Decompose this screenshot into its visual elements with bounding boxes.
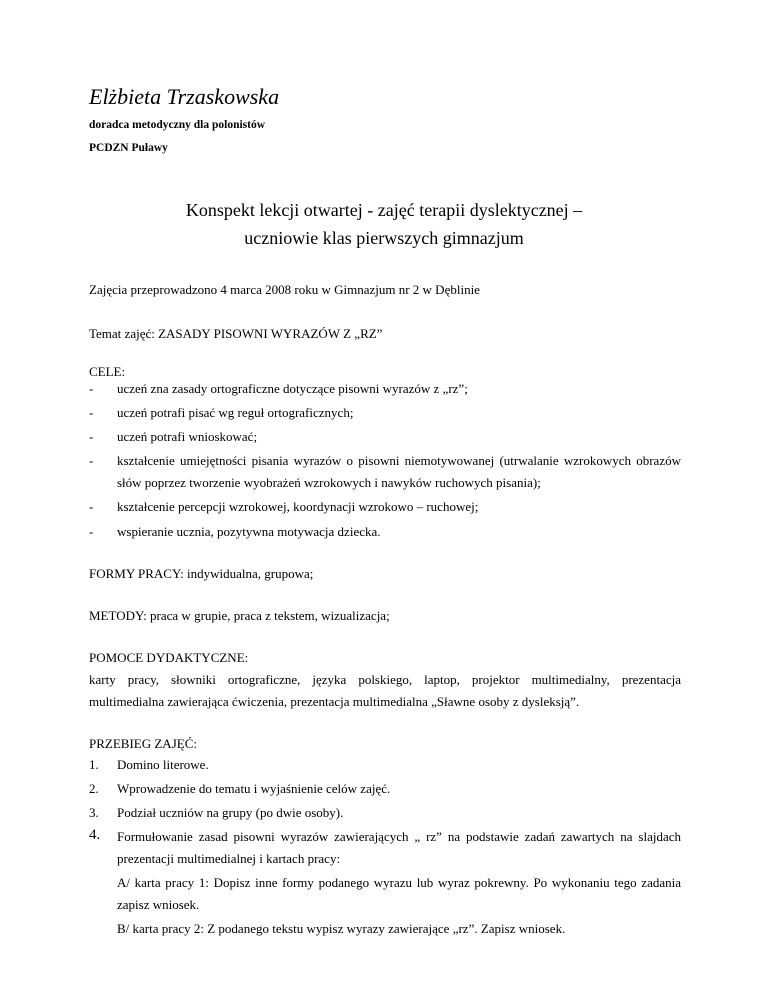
- bullet-dash: -: [89, 381, 94, 396]
- list-number: 4.: [89, 827, 101, 843]
- goal-item: uczeń potrafi pisać wg reguł ortograficznych;: [117, 405, 354, 420]
- goal-item: kształcenie umiejętności pisania wyrazów o pisowni niemotywowanej (utrwalanie wzrokowych obrazów: [117, 453, 681, 468]
- goal-item: uczeń potrafi wnioskować;: [117, 429, 258, 444]
- goals-heading: CELE:: [89, 364, 126, 379]
- author-role: doradca metodyczny dla polonistów: [89, 119, 266, 131]
- course-item: Domino literowe.: [117, 757, 209, 772]
- document-title-line-2: uczniowie klas pierwszych gimnazjum: [244, 228, 524, 248]
- sub-item-a: A/ karta pracy 1: Dopisz inne formy podanego wyrazu lub wyraz pokrewny. Po wykonaniu tego zadania: [117, 875, 681, 890]
- lesson-info: Zajęcia przeprowadzono 4 marca 2008 roku w Gimnazjum nr 2 w Dęblinie: [89, 282, 480, 297]
- lesson-topic: Temat zajęć: ZASADY PISOWNI WYRAZÓW Z „RZ”: [89, 326, 383, 341]
- goal-item-continuation: słów poprzez tworzenie wyobrażeń wzrokowych i nawyków ruchowych pisania);: [117, 475, 541, 490]
- course-heading: PRZEBIEG ZAJĘĆ:: [89, 736, 197, 751]
- sub-item-a-continuation: zapisz wniosek.: [117, 897, 200, 912]
- sub-item-b: B/ karta pracy 2: Z podanego tekstu wypisz wyrazy zawierające „rz”. Zapisz wniosek.: [117, 921, 566, 936]
- aids-text-line-2: multimedialna zawierająca ćwiczenia, prezentacja multimedialna „Sławne osoby z dysleksją”.: [89, 694, 580, 709]
- bullet-dash: -: [89, 524, 94, 539]
- course-item: Formułowanie zasad pisowni wyrazów zawierających „ rz” na podstawie zadań zawartych na slajdach: [117, 829, 681, 844]
- course-item: Wprowadzenie do tematu i wyjaśnienie celów zajęć.: [117, 781, 391, 796]
- list-number: 2.: [89, 781, 99, 796]
- document-title-line-1: Konspekt lekcji otwartej - zajęć terapii dyslektycznej –: [185, 200, 583, 220]
- goal-item: uczeń zna zasady ortograficzne dotyczące pisowni wyrazów z „rz”;: [117, 381, 468, 396]
- course-item-continuation: prezentacji multimedialnej i kartach pracy:: [117, 851, 341, 866]
- bullet-dash: -: [89, 429, 94, 444]
- course-item: Podział uczniów na grupy (po dwie osoby).: [117, 805, 344, 820]
- list-number: 1.: [89, 757, 99, 772]
- goal-item: wspieranie ucznia, pozytywna motywacja dziecka.: [117, 524, 381, 539]
- methods: METODY: praca w grupie, praca z tekstem, wizualizacja;: [89, 608, 390, 623]
- organization: PCDZN Puławy: [89, 142, 168, 154]
- bullet-dash: -: [89, 405, 94, 420]
- work-forms: FORMY PRACY: indywidualna, grupowa;: [89, 566, 314, 581]
- bullet-dash: -: [89, 499, 94, 514]
- bullet-dash: -: [89, 453, 94, 468]
- goal-item: kształcenie percepcji wzrokowej, koordynacji wzrokowo – ruchowej;: [117, 499, 479, 514]
- list-number: 3.: [89, 805, 99, 820]
- author-name: Elżbieta Trzaskowska: [89, 84, 280, 109]
- aids-heading: POMOCE DYDAKTYCZNE:: [89, 650, 249, 665]
- aids-text-line-1: karty pracy, słowniki ortograficzne, języka polskiego, laptop, projektor multimedialny, prezentacja: [89, 672, 681, 687]
